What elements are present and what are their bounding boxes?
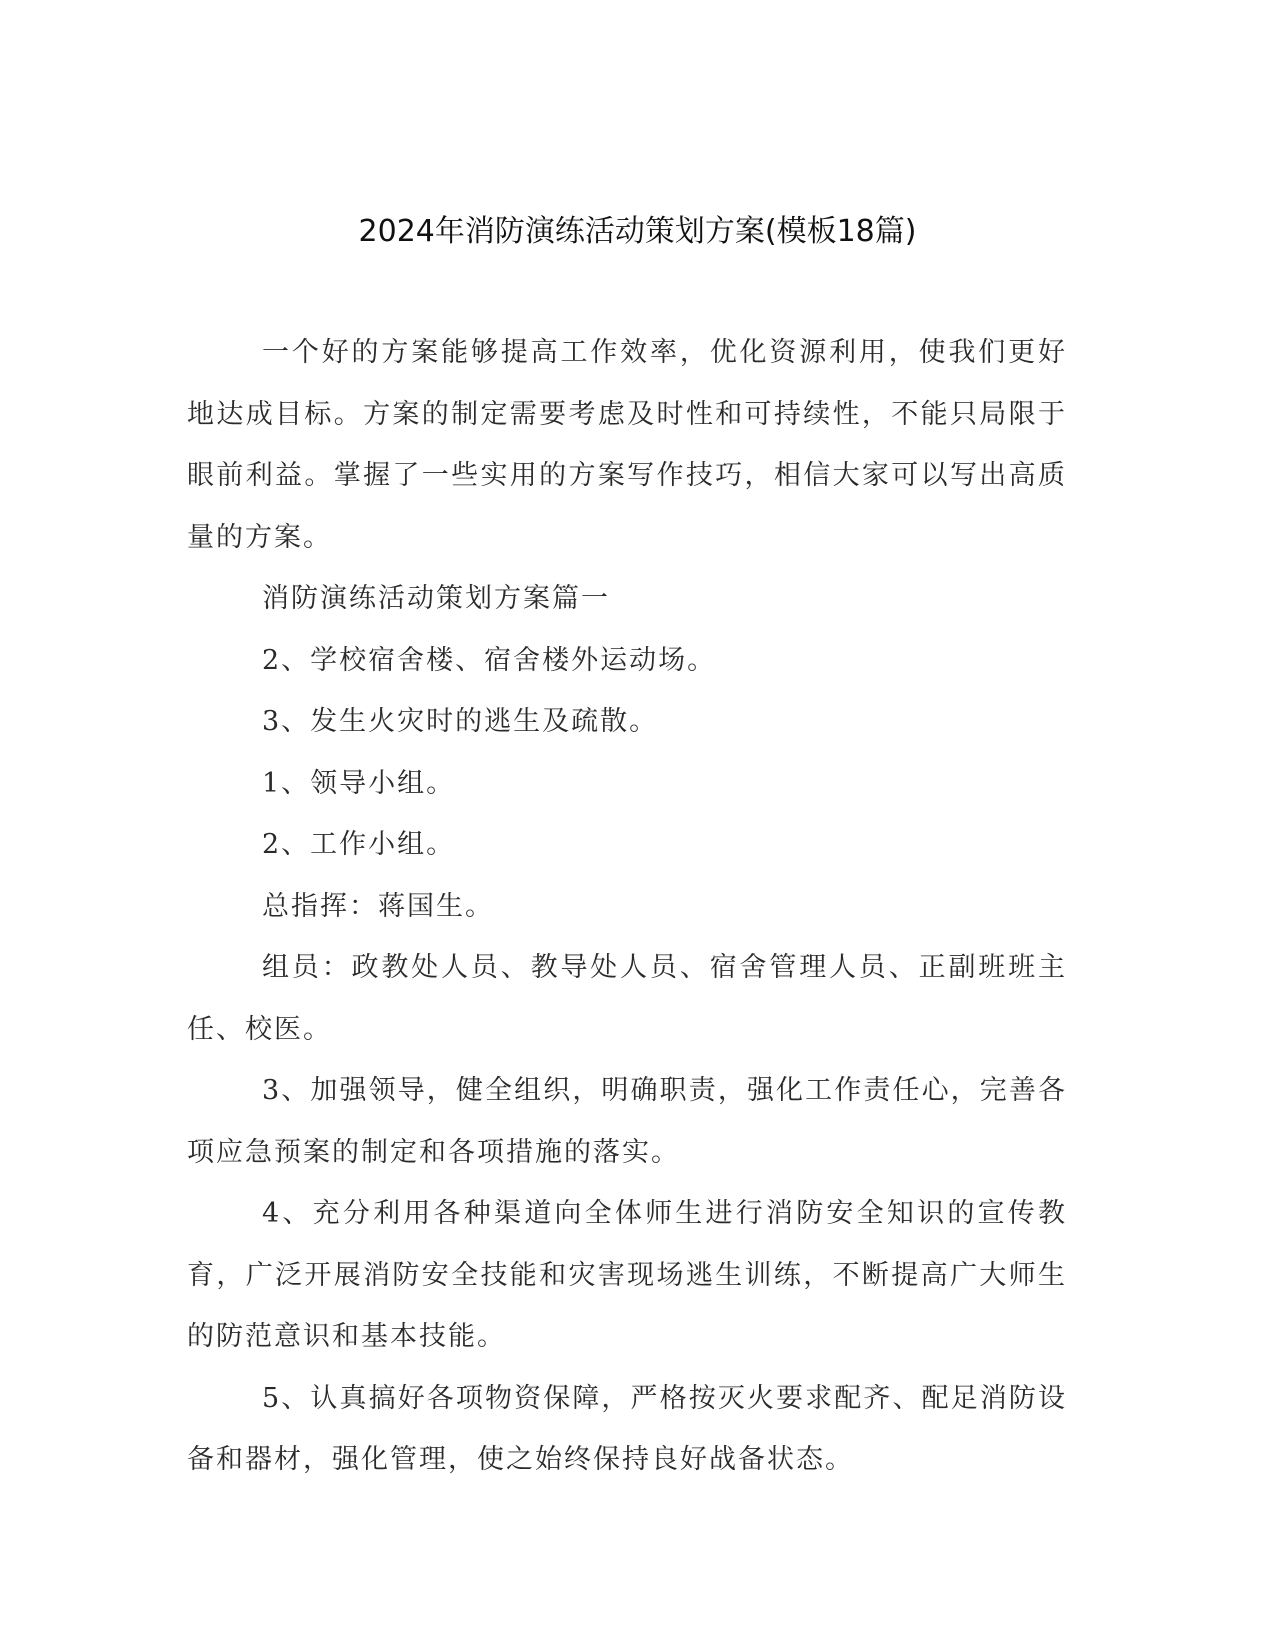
paragraph: 4、充分利用各种渠道向全体师生进行消防安全知识的宣传教育，广泛开展消防安全技能和灾害现场逃生训练，不断提高广大师生的防范意识和基本技能。 — [187, 1198, 1067, 1352]
paragraph-intro: 一个好的方案能够提高工作效率，优化资源利用，使我们更好地达成目标。方案的制定需要考虑及时性和可持续性，不能只局限于眼前利益。掌握了一些实用的方案写作技巧，相信大家可以写出高质量的方案。 — [187, 337, 1067, 553]
paragraph: 3、发生火灾时的逃生及疏散。 — [262, 706, 659, 737]
paragraph: 2、工作小组。 — [262, 829, 456, 860]
paragraph: 5、认真搞好各项物资保障，严格按灭火要求配齐、配足消防设备和器材，强化管理，使之始终保持良好战备状态。 — [187, 1382, 1067, 1475]
paragraph: 总指挥：蒋国生。 — [262, 890, 494, 922]
paragraph: 1、领导小组。 — [262, 767, 456, 799]
document-body — [187, 322, 1067, 1491]
paragraph: 2、学校宿舍楼、宿舍楼外运动场。 — [262, 644, 717, 676]
paragraph: 组员：政教处人员、教导处人员、宿舍管理人员、正副班班主任、校医。 — [187, 952, 1067, 1045]
document-title: 2024年消防演练活动策划方案(模板18篇) — [358, 214, 917, 249]
paragraph: 3、加强领导，健全组织，明确职责，强化工作责任心，完善各项应急预案的制定和各项措施的落实。 — [187, 1075, 1067, 1168]
section-heading: 消防演练活动策划方案篇一 — [262, 583, 610, 614]
